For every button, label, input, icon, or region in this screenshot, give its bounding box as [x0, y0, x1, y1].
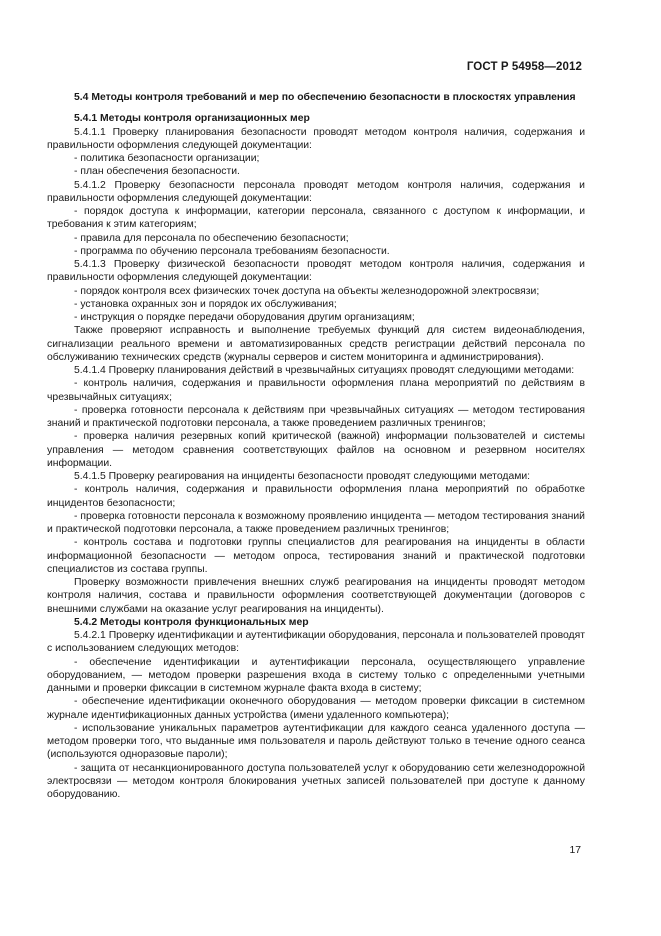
paragraph: - политика безопасности организации;	[74, 153, 260, 164]
paragraph: 5.4.1.5 Проверку реагирования на инциденты безопасности проводят следующими методами:	[74, 471, 531, 482]
paragraph: 5.4.1.4 Проверку планирования действий в чрезвычайных ситуациях проводят следующими методами:	[74, 365, 575, 376]
paragraph: - порядок контроля всех физических точек доступа на объекты железнодорожной электросвязи;	[74, 285, 540, 297]
document-body	[47, 91, 585, 801]
paragraph: 5.4.1.1 Проверку планирования безопасности проводят методом контроля наличия, содержания и правильности оформления следующей документации:	[47, 126, 585, 151]
paragraph: Также проверяют исправность и выполнение требуемых функций для систем видеонаблюдения, сигнализации реального времени и автоматизированных средств регистрации действий персонала по обслуживанию технических средств (журналы серверов и систем мониторинга и администрирования).	[47, 325, 585, 363]
paragraph: - защита от несанкционированного доступа пользователей услуг к оборудованию сети железнодорожной электросвязи — методом контроля блокирования учетных записей пользователей при доступе к данному оборудованию.	[47, 762, 585, 800]
paragraph: - проверка готовности персонала к возможному проявлению инцидента — методом тестирования знаний и практической подготовки персонала, а также проведением различных тренингов;	[47, 510, 585, 535]
paragraph: - контроль наличия, содержания и правильности оформления плана мероприятий по обработке инцидентов безопасности;	[47, 484, 585, 509]
paragraph: 5.4.1.3 Проверку физической безопасности проводят методом контроля наличия, содержания и правильности оформления следующей документации:	[47, 259, 585, 284]
paragraph: - обеспечение идентификации оконечного оборудования — методом проверки фиксации в системном журнале идентификационных данных устройства (имени удаленного компьютера);	[47, 696, 585, 721]
paragraph: - инструкция о порядке передачи оборудования другим организациям;	[74, 312, 415, 323]
paragraph: - порядок доступа к информации, категории персонала, связанного с доступом к информации, и требования к этим категориям;	[47, 206, 585, 231]
paragraph: - использование уникальных параметров аутентификации для каждого сеанса удаленного доступа — методом проверки того, что выданные имя пользователя и пароль действуют только в течение одного сеанса (используются одноразовые пароли);	[47, 722, 585, 761]
paragraph: Проверку возможности привлечения внешних служб реагирования на инциденты проводят методом контроля наличия, состава и правильности оформления соответствующей документации (договоров с внешними службами на оказание услуг реагирования на инциденты).	[47, 577, 585, 615]
paragraph: - план обеспечения безопасности.	[74, 166, 240, 178]
paragraph: - обеспечение идентификации и аутентификации персонала, осуществляющего управление оборудованием, — методом проверки разрешения входа в систему только с определенными учетными данными и проверки фиксации в системном журнале факта входа в систему;	[47, 656, 585, 694]
paragraph: - программа по обучению персонала требованиям безопасности.	[74, 245, 390, 257]
subsection-heading: 5.4.2 Методы контроля функциональных мер	[74, 616, 309, 628]
section-title: 5.4 Методы контроля требований и мер по обеспечению безопасности в плоскостях управления	[74, 92, 576, 103]
paragraph: - контроль состава и подготовки группы специалистов для реагирования на инциденты в области информационной безопасности — методом опроса, тестирования знаний и практической подготовки специалистов из состава группы.	[47, 537, 585, 575]
paragraph: 5.4.1.2 Проверку безопасности персонала проводят методом контроля наличия, содержания и правильности оформления следующей документации:	[47, 179, 585, 204]
subsection-heading: 5.4.1 Методы контроля организационных мер	[74, 113, 310, 125]
paragraph: - контроль наличия, содержания и правильности оформления плана мероприятий по действиям в чрезвычайных ситуациях;	[47, 378, 585, 403]
paragraph: 5.4.2.1 Проверку идентификации и аутентификации оборудования, персонала и пользователей проводят с использованием следующих методов:	[47, 630, 585, 655]
page-number: 17	[569, 845, 581, 856]
paragraph: - проверка готовности персонала к действиям при чрезвычайных ситуациях — методом тестирования знаний и практической подготовки персонала, а также проведением различных тренингов;	[47, 404, 585, 429]
paragraph: - установка охранных зон и порядок их обслуживания;	[74, 298, 337, 310]
paragraph: - проверка наличия резервных копий критической (важной) информации пользователей и системы управления — методом сравнения соответствующих файлов на основном и резервном носителях информации.	[47, 431, 585, 469]
paragraph-list	[47, 112, 585, 801]
document-number: ГОСТ Р 54958—2012	[466, 61, 582, 73]
paragraph: - правила для персонала по обеспечению безопасности;	[74, 232, 349, 244]
